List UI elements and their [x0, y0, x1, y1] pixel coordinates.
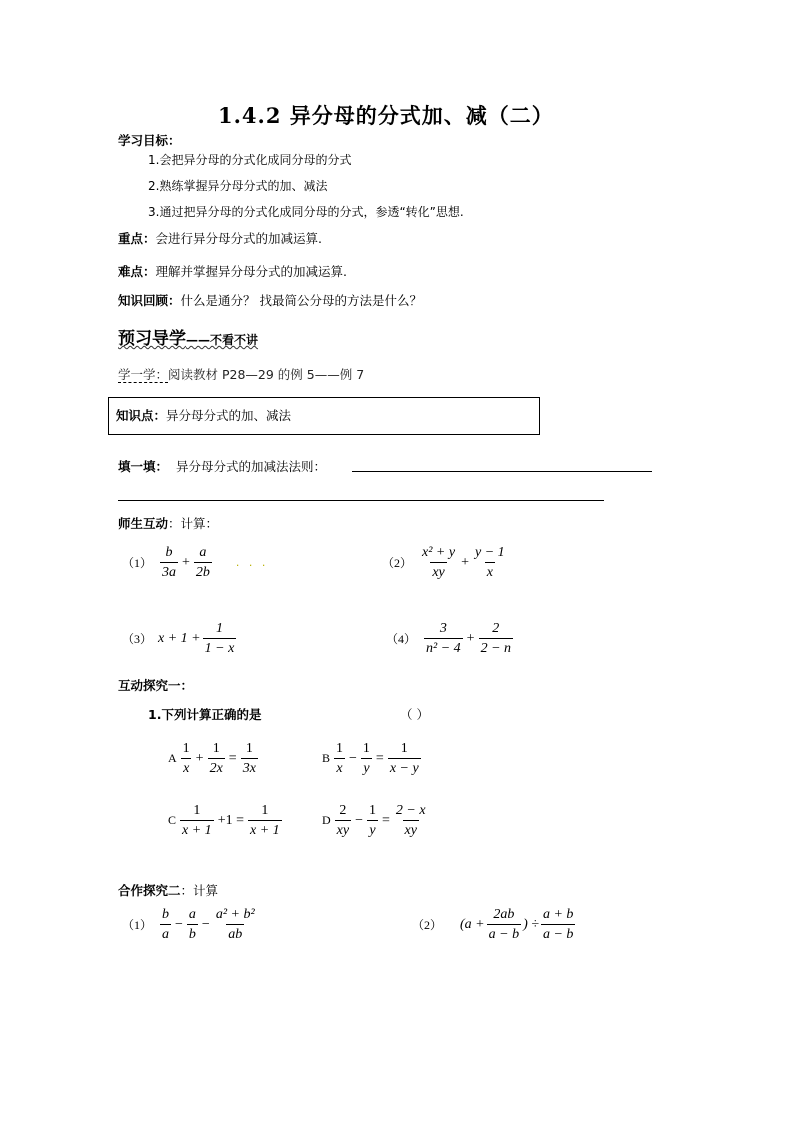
denominator: n² − 4 [424, 638, 463, 657]
denominator: ab [226, 924, 244, 943]
denominator: x − y [388, 758, 421, 777]
interact-text: ：计算： [168, 516, 219, 531]
fraction [541, 906, 575, 943]
numerator: 1 [369, 803, 377, 818]
explore1-question-line [148, 705, 261, 723]
denominator: 2x [208, 758, 225, 777]
fill-text: 异分母分式的加减法法则： [176, 459, 327, 474]
denominator: 3x [241, 758, 258, 777]
fraction [214, 906, 257, 943]
denominator: x + 1 [180, 820, 214, 839]
denominator: y [367, 820, 377, 839]
fraction [203, 620, 237, 657]
operator: + [461, 554, 469, 570]
denominator: a − b [487, 924, 521, 943]
denominator: 2 − n [479, 638, 513, 657]
numerator: 1 [182, 741, 190, 756]
option-a[interactable] [168, 740, 260, 777]
focus-line [118, 229, 322, 247]
denominator: y [361, 758, 371, 777]
review-line [118, 291, 422, 309]
numerator: a [199, 545, 207, 560]
focus-label: 重点： [118, 231, 156, 246]
numerator: 1 [400, 741, 408, 756]
knowledge-line [116, 406, 291, 424]
numerator: 3 [439, 621, 447, 636]
option-c-label: C [168, 813, 177, 827]
fraction [424, 620, 463, 657]
fraction [181, 740, 192, 777]
numerator: 1 [215, 621, 223, 636]
fraction [479, 620, 513, 657]
problem-4-label: （4） [386, 632, 417, 646]
explore2-heading: 合作探究二 [118, 883, 181, 898]
explore2-problem-2 [412, 906, 577, 943]
explore2-tail: ：计算 [180, 883, 219, 898]
denominator: x [485, 562, 495, 581]
fraction [180, 802, 214, 839]
fraction [388, 740, 421, 777]
explore2-problem-1 [122, 906, 259, 943]
numerator: y − 1 [475, 545, 505, 560]
fraction [160, 906, 171, 943]
learn-line [118, 365, 364, 383]
explore1-heading: 互动探究一： [118, 678, 194, 693]
focus-text: 会进行异分母分式的加减运算. [155, 231, 322, 246]
operator: − [349, 750, 357, 766]
denominator: 2b [194, 562, 212, 581]
difficulty-label: 难点： [118, 264, 156, 279]
knowledge-label: 知识点： [116, 408, 167, 423]
option-d[interactable] [322, 802, 430, 839]
preview-heading-line [118, 324, 258, 349]
page-title: 1.4.2 异分母的分式加、减（二） [218, 103, 554, 128]
learn-label: 学一学： [118, 367, 169, 382]
option-b[interactable] [322, 740, 423, 777]
denominator: xy [430, 562, 446, 581]
fraction [487, 906, 521, 943]
denominator: 3a [160, 562, 178, 581]
denominator: x + 1 [248, 820, 282, 839]
denominator: x [181, 758, 191, 777]
problem-2 [382, 544, 509, 581]
goal-item-3: 3.通过把异分母的分式化成同分母的分式，参透“转化”思想. [148, 205, 464, 219]
denominator: a [160, 924, 171, 943]
explore2-problem-1-label: （1） [122, 918, 153, 932]
expression-lead: x + 1 + [158, 630, 201, 646]
preview-heading: 预习导学 [118, 329, 186, 349]
denominator: xy [403, 820, 419, 839]
fraction [420, 544, 457, 581]
explore1-question: 1.下列计算正确的是 [148, 707, 262, 722]
fraction [160, 544, 178, 581]
knowledge-text: 异分母分式的加、减法 [166, 408, 292, 423]
numerator: 1 [362, 741, 370, 756]
goals-heading: 学习目标： [118, 133, 181, 148]
fraction [473, 544, 507, 581]
equals: = [382, 812, 390, 828]
numerator: 2 − x [395, 803, 426, 818]
fraction [208, 740, 225, 777]
goal-item-2: 2.熟练掌握异分母分式的加、减法 [148, 179, 328, 193]
numerator: a [188, 907, 196, 922]
problem-2-label: （2） [382, 556, 413, 570]
numerator: x² + y [422, 545, 456, 560]
answer-parentheses[interactable]: （ ） [400, 707, 429, 722]
denominator: 1 − x [203, 638, 237, 657]
expression-close: ) ÷ [523, 916, 539, 932]
numerator: 2ab [493, 907, 515, 922]
numerator: 1 [212, 741, 220, 756]
fraction [187, 906, 198, 943]
operator: − [175, 916, 183, 932]
fill-blank-1[interactable] [352, 471, 652, 472]
problem-4 [386, 620, 515, 657]
fraction [241, 740, 258, 777]
fraction [194, 544, 212, 581]
operator: +1 = [217, 812, 244, 828]
goal-item-1: 1.会把异分母的分式化成同分母的分式 [148, 153, 352, 167]
preview-sub: ——不看不讲 [186, 333, 259, 347]
denominator: x [334, 758, 344, 777]
fill-line [118, 457, 326, 475]
numerator: b [165, 545, 173, 560]
numerator: 2 [492, 621, 500, 636]
fraction [335, 802, 351, 839]
numerator: 1 [261, 803, 269, 818]
problem-1-label: （1） [122, 556, 153, 570]
interact-label: 师生互动 [118, 516, 169, 531]
equals: = [228, 750, 237, 766]
fraction [361, 740, 372, 777]
learn-text: 阅读教材 P28—29 的例 5——例 7 [168, 367, 365, 382]
problem-3 [122, 620, 238, 657]
numerator: 1 [336, 741, 344, 756]
explore2-problem-2-label: （2） [412, 918, 443, 932]
operator: + [195, 750, 204, 766]
numerator: 1 [245, 741, 253, 756]
fraction [248, 802, 282, 839]
fill-label: 填一填： [118, 459, 169, 474]
fill-blank-2[interactable] [118, 500, 604, 501]
operator: + [182, 554, 190, 570]
difficulty-line [118, 262, 347, 280]
difficulty-text: 理解并掌握异分母分式的加减运算. [155, 264, 347, 279]
equals: = [375, 750, 384, 766]
operator: + [466, 630, 475, 646]
operator: − [355, 812, 364, 828]
option-a-label: A [168, 751, 177, 765]
numerator: a² + b² [215, 907, 255, 922]
review-label: 知识回顾： [118, 293, 181, 308]
option-c[interactable] [168, 802, 284, 839]
numerator: 2 [339, 803, 347, 818]
fraction [367, 802, 378, 839]
option-b-label: B [322, 751, 331, 765]
problem-3-label: （3） [122, 632, 153, 646]
review-text: 什么是通分？ 找最简公分母的方法是什么？ [180, 293, 422, 308]
expression-open: (a + [460, 916, 485, 932]
numerator: 1 [193, 803, 201, 818]
denominator: b [187, 924, 198, 943]
operator: − [201, 916, 210, 932]
denominator: xy [335, 820, 351, 839]
fraction [334, 740, 345, 777]
dots: . . . [235, 556, 269, 569]
numerator: a + b [542, 907, 574, 922]
explore2-line [118, 881, 218, 899]
problem-1 [122, 544, 268, 581]
option-d-label: D [322, 813, 331, 827]
fraction [394, 802, 428, 839]
numerator: b [162, 907, 170, 922]
interact-line [118, 514, 218, 532]
denominator: a − b [541, 924, 575, 943]
